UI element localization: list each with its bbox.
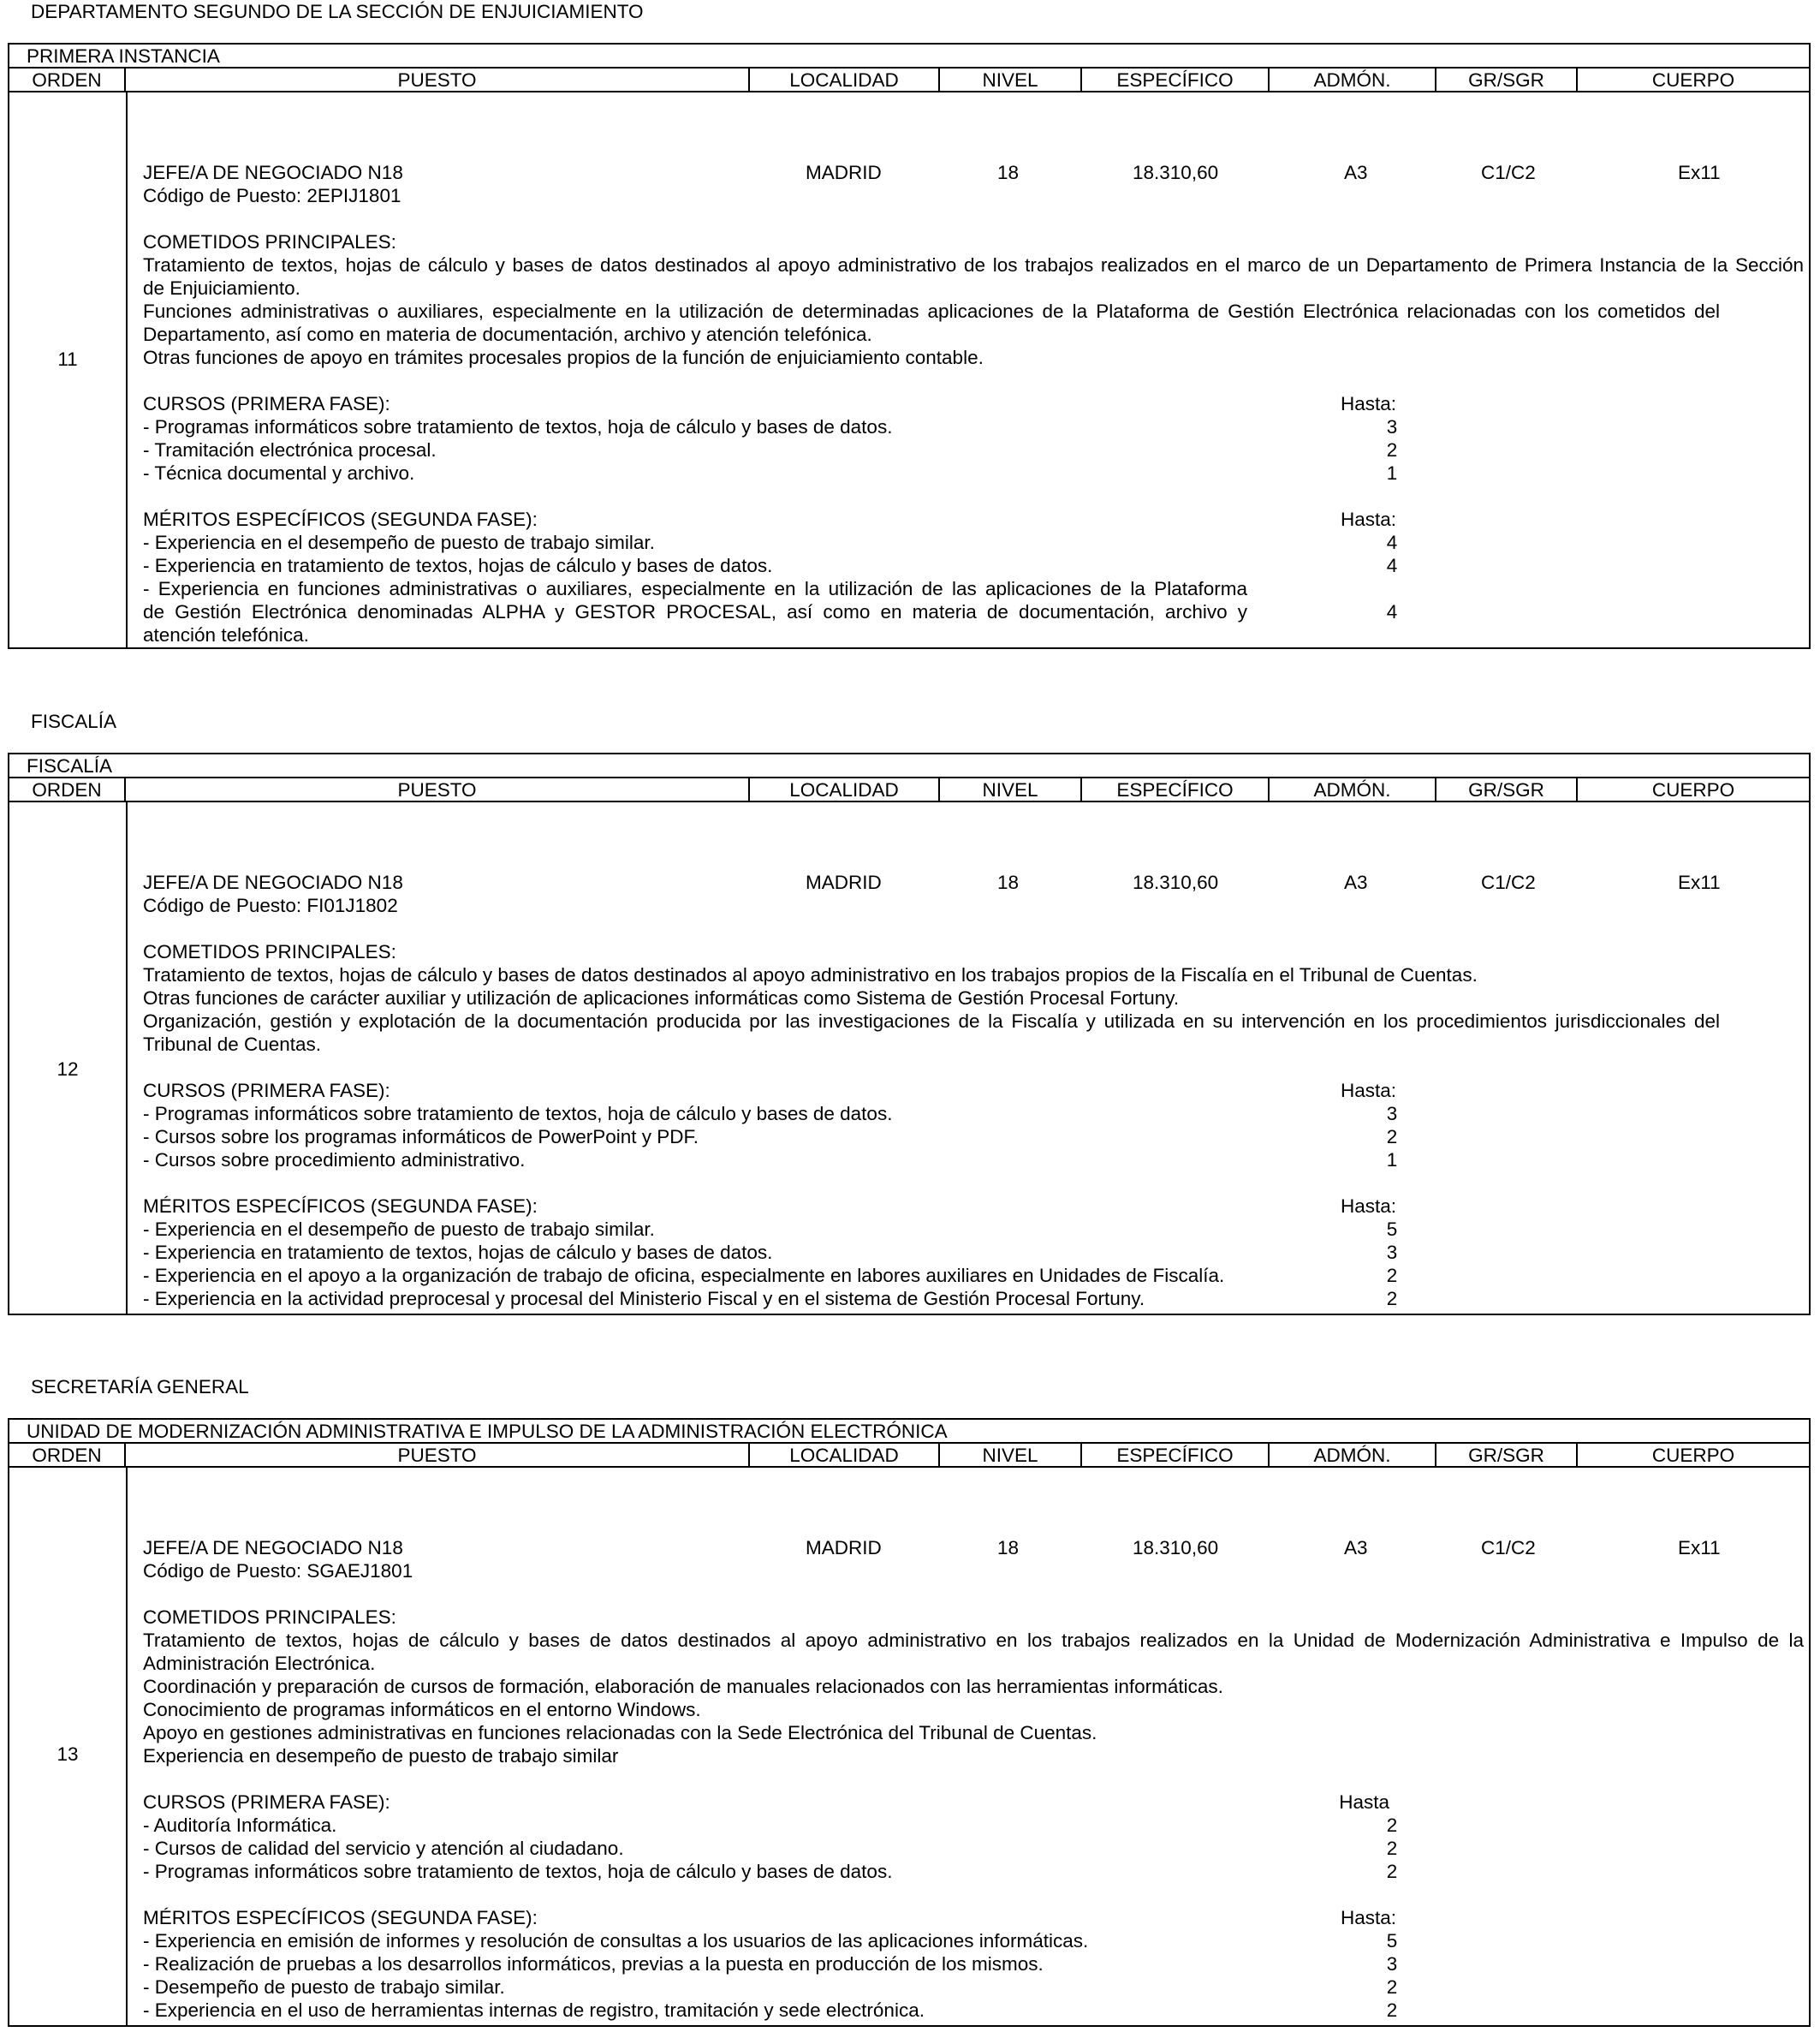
codigo-puesto: Código de Puesto: SGAEJ1801 — [143, 1560, 413, 1582]
column-headers — [9, 69, 1809, 92]
curso-item: - Técnica documental y archivo. — [143, 462, 415, 484]
cometido-line: Organización, gestión y explotación de la documentación producida por las investigaciones de la Fiscalía y utilizada en su intervención en los procedimientos jurisdiccionales del — [143, 1010, 1720, 1032]
curso-score: 3 — [1386, 416, 1398, 438]
orden-number: 12 — [57, 1058, 79, 1080]
merito-item: - Experiencia en el apoyo a la organización de trabajo de oficina, especialmente en labores auxiliares en Unidades de Fiscalía. — [143, 1265, 1225, 1286]
col-localidad: LOCALIDAD — [750, 69, 940, 91]
curso-score: 1 — [1386, 462, 1398, 484]
column-headers — [9, 1444, 1809, 1468]
merito-score: 2 — [1386, 1288, 1398, 1309]
cometidos-heading: COMETIDOS PRINCIPALES: — [143, 1606, 396, 1628]
nivel-value: 18 — [997, 872, 1020, 893]
column-headers — [9, 778, 1809, 802]
orden-number: 11 — [57, 349, 78, 370]
col-orden: ORDEN — [9, 778, 126, 801]
meritos-hasta: Hasta: — [1340, 1907, 1396, 1928]
cometido-line: Otras funciones de apoyo en trámites procesales propios de la función de enjuiciamiento contable. — [143, 347, 984, 368]
cursos-heading: CURSOS (PRIMERA FASE): — [143, 1080, 390, 1101]
meritos-heading: MÉRITOS ESPECÍFICOS (SEGUNDA FASE): — [143, 509, 538, 530]
cometido-line: Tribunal de Cuentas. — [143, 1034, 322, 1055]
unit-name: FISCALÍA — [27, 755, 113, 777]
col-puesto: PUESTO — [126, 778, 750, 801]
cursos-heading: CURSOS (PRIMERA FASE): — [143, 393, 390, 414]
merito-item: de Gestión Electrónica denominadas ALPHA y GESTOR PROCESAL, así como en materia de documentación, archivo y — [143, 601, 1247, 623]
curso-score: 3 — [1386, 1103, 1398, 1124]
section-title: FISCALÍA — [31, 711, 117, 732]
nivel-value: 18 — [997, 1537, 1020, 1558]
merito-item: - Experiencia en tratamiento de textos, hojas de cálculo y bases de datos. — [143, 555, 773, 576]
merito-score: 3 — [1386, 1953, 1398, 1975]
cometido-line: Otras funciones de carácter auxiliar y utilización de aplicaciones informáticas como Sistema de Gestión Procesal Fortuny. — [143, 987, 1180, 1009]
col-puesto: PUESTO — [126, 69, 750, 91]
cursos-heading: CURSOS (PRIMERA FASE): — [143, 1791, 390, 1813]
merito-score: 5 — [1386, 1930, 1398, 1952]
section-title: SECRETARÍA GENERAL — [31, 1376, 249, 1397]
merito-item: - Realización de pruebas a los desarrollos informáticos, previas a la puesta en producción de los mismos. — [143, 1953, 1044, 1975]
merito-item: - Experiencia en funciones administrativas o auxiliares, especialmente en la utilización de las aplicaciones de la Plataforma — [143, 578, 1247, 599]
cometido-line: Departamento, así como en materia de documentación, archivo y atención telefónica. — [143, 324, 872, 345]
cometido-line: Funciones administrativas o auxiliares, especialmente en la utilización de determinadas aplicaciones de la Plataforma de Gestión Electrónica relacionadas con los cometidos del — [143, 301, 1720, 322]
admon-value: A3 — [1344, 1537, 1368, 1558]
unit-name: UNIDAD DE MODERNIZACIÓN ADMINISTRATIVA E IMPULSO DE LA ADMINISTRACIÓN ELECTRÓNICA — [27, 1421, 948, 1442]
merito-item: - Experiencia en tratamiento de textos, hojas de cálculo y bases de datos. — [143, 1242, 773, 1263]
column-divider — [126, 802, 128, 1314]
meritos-hasta: Hasta: — [1340, 1195, 1396, 1217]
unit-row — [9, 45, 1809, 69]
col-admon: ADMÓN. — [1270, 778, 1436, 801]
cuerpo-value: Ex11 — [1678, 162, 1721, 183]
cometidos-heading: COMETIDOS PRINCIPALES: — [143, 231, 396, 253]
cometidos-heading: COMETIDOS PRINCIPALES: — [143, 941, 396, 962]
col-grsgr: GR/SGR — [1436, 778, 1578, 801]
merito-item: - Experiencia en el desempeño de puesto de trabajo similar. — [143, 1219, 655, 1240]
codigo-puesto: Código de Puesto: FI01J1802 — [143, 895, 398, 916]
localidad-value: MADRID — [806, 872, 882, 893]
cometido-line: Tratamiento de textos, hojas de cálculo y bases de datos destinados al apoyo administrativo de los trabajos realizados en el marco de un Departamento de Primera Instancia de la Sección — [143, 254, 1804, 276]
meritos-heading: MÉRITOS ESPECÍFICOS (SEGUNDA FASE): — [143, 1195, 538, 1217]
admon-value: A3 — [1344, 162, 1368, 183]
col-cuerpo: CUERPO — [1651, 69, 1735, 91]
cursos-hasta: Hasta: — [1340, 393, 1396, 414]
nivel-value: 18 — [997, 162, 1020, 183]
especifico-value: 18.310,60 — [1133, 1537, 1219, 1558]
col-cuerpo: CUERPO — [1651, 779, 1735, 801]
merito-score: 2 — [1386, 1976, 1398, 1998]
curso-score: 2 — [1386, 439, 1398, 461]
cometido-line: Tratamiento de textos, hojas de cálculo y bases de datos destinados al apoyo administrativo en los trabajos propios de la Fiscalía en el Tribunal de Cuentas. — [143, 964, 1478, 986]
curso-item: - Tramitación electrónica procesal. — [143, 439, 437, 461]
cuerpo-value: Ex11 — [1678, 1537, 1721, 1558]
merito-item: - Experiencia en la actividad preprocesal y procesal del Ministerio Fiscal y en el sistema de Gestión Procesal Fortuny. — [143, 1288, 1145, 1309]
merito-item: atención telefónica. — [143, 624, 309, 646]
col-grsgr: GR/SGR — [1436, 69, 1578, 91]
merito-score: 4 — [1386, 601, 1398, 623]
unit-row — [9, 754, 1809, 778]
curso-item: - Programas informáticos sobre tratamiento de textos, hoja de cálculo y bases de datos. — [143, 1103, 893, 1124]
col-localidad: LOCALIDAD — [750, 778, 940, 801]
cometido-line: Apoyo en gestiones administrativas en funciones relacionadas con la Sede Electrónica del Tribunal de Cuentas. — [143, 1722, 1097, 1743]
col-localidad: LOCALIDAD — [750, 1444, 940, 1466]
merito-score: 4 — [1386, 532, 1398, 553]
codigo-puesto: Código de Puesto: 2EPIJ1801 — [143, 185, 401, 206]
col-cuerpo: CUERPO — [1651, 1445, 1735, 1466]
curso-item: - Programas informáticos sobre tratamiento de textos, hoja de cálculo y bases de datos. — [143, 1861, 893, 1882]
merito-score: 5 — [1386, 1219, 1398, 1240]
section-title: DEPARTAMENTO SEGUNDO DE LA SECCIÓN DE ENJUICIAMIENTO — [31, 1, 644, 22]
especifico-value: 18.310,60 — [1133, 872, 1219, 893]
curso-score: 2 — [1386, 1126, 1398, 1147]
grsgr-value: C1/C2 — [1481, 872, 1536, 893]
col-grsgr: GR/SGR — [1436, 1444, 1578, 1466]
puesto-name: JEFE/A DE NEGOCIADO N18 — [143, 872, 403, 893]
puesto-name: JEFE/A DE NEGOCIADO N18 — [143, 162, 403, 183]
col-orden: ORDEN — [9, 1444, 126, 1466]
curso-item: - Cursos sobre procedimiento administrativo. — [143, 1149, 526, 1171]
merito-item: - Experiencia en el desempeño de puesto de trabajo similar. — [143, 532, 655, 553]
cuerpo-value: Ex11 — [1678, 872, 1721, 893]
merito-item: - Experiencia en el uso de herramientas internas de registro, tramitación y sede electrónica. — [143, 1999, 925, 2021]
col-nivel: NIVEL — [940, 778, 1082, 801]
curso-score: 2 — [1386, 1838, 1398, 1859]
especifico-value: 18.310,60 — [1133, 162, 1219, 183]
cometido-line: Conocimiento de programas informáticos en el entorno Windows. — [143, 1699, 701, 1720]
merito-score: 4 — [1386, 555, 1398, 576]
meritos-hasta: Hasta: — [1340, 509, 1396, 530]
merito-item: - Desempeño de puesto de trabajo similar. — [143, 1976, 505, 1998]
curso-item: - Cursos sobre los programas informáticos de PowerPoint y PDF. — [143, 1126, 699, 1147]
merito-item: - Experiencia en emisión de informes y resolución de consultas a los usuarios de las aplicaciones informáticas. — [143, 1930, 1089, 1952]
col-nivel: NIVEL — [940, 69, 1082, 91]
col-especifico: ESPECÍFICO — [1082, 1444, 1270, 1466]
grsgr-value: C1/C2 — [1481, 162, 1536, 183]
cometido-line: de Enjuiciamiento. — [143, 277, 300, 299]
col-especifico: ESPECÍFICO — [1082, 778, 1270, 801]
merito-score: 2 — [1386, 1265, 1398, 1286]
curso-item: - Cursos de calidad del servicio y atención al ciudadano. — [143, 1838, 624, 1859]
col-puesto: PUESTO — [126, 1444, 750, 1466]
curso-score: 2 — [1386, 1861, 1398, 1882]
cometido-line: Tratamiento de textos, hojas de cálculo y bases de datos destinados al apoyo administrativo en los trabajos realizados en la Unidad de Modernización Administrativa e Impulso de la — [143, 1630, 1804, 1651]
curso-item: - Programas informáticos sobre tratamiento de textos, hoja de cálculo y bases de datos. — [143, 416, 893, 438]
col-orden: ORDEN — [9, 69, 126, 91]
cometido-line: Experiencia en desempeño de puesto de trabajo similar — [143, 1745, 619, 1767]
orden-number: 13 — [57, 1743, 79, 1765]
column-divider — [126, 1468, 128, 2025]
grsgr-value: C1/C2 — [1481, 1537, 1536, 1558]
curso-score: 1 — [1386, 1149, 1398, 1171]
puesto-name: JEFE/A DE NEGOCIADO N18 — [143, 1537, 403, 1558]
localidad-value: MADRID — [806, 1537, 882, 1558]
position-table — [8, 43, 1811, 649]
curso-item: - Auditoría Informática. — [143, 1814, 337, 1836]
col-nivel: NIVEL — [940, 1444, 1082, 1466]
col-especifico: ESPECÍFICO — [1082, 69, 1270, 91]
position-table — [8, 1418, 1811, 2027]
col-admon: ADMÓN. — [1270, 69, 1436, 91]
position-table — [8, 753, 1811, 1315]
cometido-line: Administración Electrónica. — [143, 1653, 376, 1674]
admon-value: A3 — [1344, 872, 1368, 893]
cursos-hasta: Hasta: — [1340, 1080, 1396, 1101]
curso-score: 2 — [1386, 1814, 1398, 1836]
meritos-heading: MÉRITOS ESPECÍFICOS (SEGUNDA FASE): — [143, 1907, 538, 1928]
cometido-line: Coordinación y preparación de cursos de formación, elaboración de manuales relacionados con las herramientas informáticas. — [143, 1676, 1223, 1697]
unit-name: PRIMERA INSTANCIA — [27, 45, 220, 67]
col-admon: ADMÓN. — [1270, 1444, 1436, 1466]
merito-score: 3 — [1386, 1242, 1398, 1263]
localidad-value: MADRID — [806, 162, 882, 183]
column-divider — [126, 92, 128, 647]
merito-score: 2 — [1386, 1999, 1398, 2021]
unit-row — [9, 1420, 1809, 1444]
cursos-hasta: Hasta — [1339, 1791, 1389, 1813]
